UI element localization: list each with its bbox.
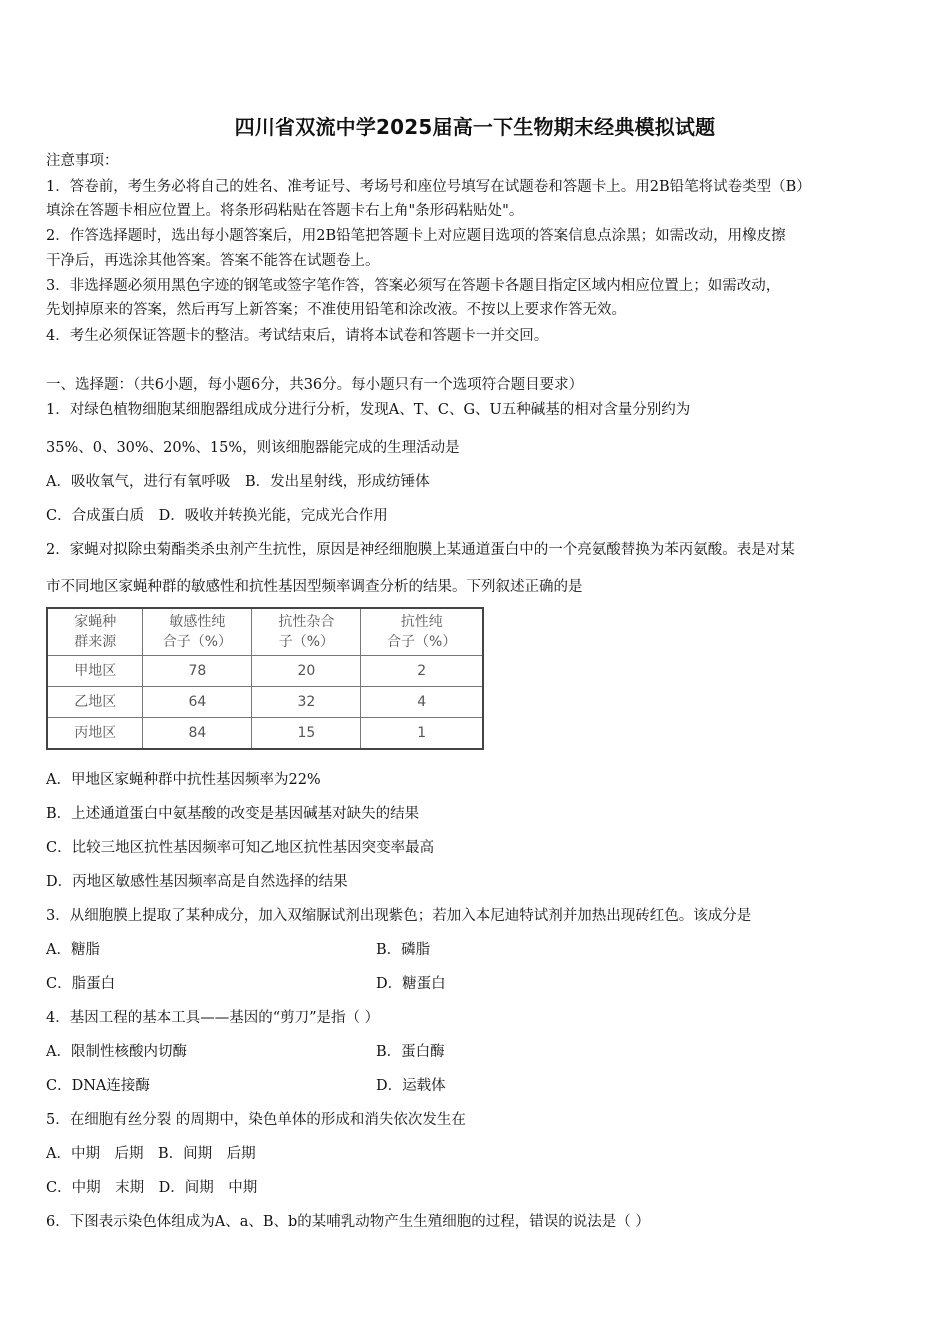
question-1-stem: 1．对绿色植物细胞某细胞器组成成分进行分析，发现A、T、C、G、U五种碱基的相对含量分别约为 — [46, 402, 691, 418]
question-2-stem-cont: 市不同地区家蝇种群的敏感性和抗性基因型频率调查分析的结果。下列叙述正确的是 — [46, 579, 583, 595]
page-title: 四川省双流中学2025届高一下生物期末经典模拟试题 — [234, 115, 716, 139]
table-cell: 2 — [361, 656, 483, 687]
question-1-options-ab: A．吸收氧气，进行有氧呼吸 B．发出星射线，形成纺锤体 — [46, 474, 430, 490]
question-4-stem: 4．基因工程的基本工具——基因的“剪刀”是指（ ） — [46, 1010, 380, 1026]
question-3-stem: 3．从细胞膜上提取了某种成分，加入双缩脲试剂出现紫色；若加入本尼迪特试剂并加热出现砖红色。该成分是 — [46, 908, 752, 924]
table-cell: 64 — [143, 687, 252, 718]
table-cell: 84 — [143, 718, 252, 750]
question-3-option-c: C．脂蛋白 — [46, 976, 116, 992]
table-cell: 乙地区 — [47, 687, 143, 718]
question-5-options-ab: A．中期 后期 B．间期 后期 — [46, 1146, 256, 1162]
question-1-stem-cont: 35%、0、30%、20%、15%，则该细胞器能完成的生理活动是 — [46, 440, 460, 456]
table-cell: 丙地区 — [47, 718, 143, 750]
table-cell: 32 — [252, 687, 361, 718]
question-2-option-b: B．上述通道蛋白中氨基酸的改变是基因碱基对缺失的结果 — [46, 806, 420, 822]
question-2-stem: 2．家蝇对拟除虫菊酯类杀虫剂产生抗性，原因是神经细胞膜上某通道蛋白中的一个亮氨酸替换为苯丙氨酸。表是对某 — [46, 542, 795, 558]
question-3-option-b: B．磷脂 — [376, 942, 431, 958]
question-3-option-d: D．糖蛋白 — [376, 976, 446, 992]
table-header-cell: 抗性杂合 子（%） — [252, 608, 361, 656]
question-1-options-cd: C．合成蛋白质 D．吸收并转换光能，完成光合作用 — [46, 508, 388, 524]
question-2-option-c: C．比较三地区抗性基因频率可知乙地区抗性基因突变率最高 — [46, 840, 435, 856]
question-4-option-b: B．蛋白酶 — [376, 1044, 445, 1060]
survey-table — [46, 607, 484, 750]
table-cell: 78 — [143, 656, 252, 687]
notice-line: 干净后，再选涂其他答案。答案不能答在试题卷上。 — [46, 253, 380, 269]
table-header-cell: 敏感性纯 合子（%） — [143, 608, 252, 656]
question-4-option-c: C．DNA连接酶 — [46, 1078, 150, 1094]
question-4-option-a: A．限制性核酸内切酶 — [46, 1044, 187, 1060]
question-4-option-d: D．运载体 — [376, 1078, 446, 1094]
table-cell: 15 — [252, 718, 361, 750]
notice-line: 4．考生必须保证答题卡的整洁。考试结束后，请将本试卷和答题卡一并交回。 — [46, 328, 549, 344]
question-5-stem: 5．在细胞有丝分裂 的周期中，染色单体的形成和消失依次发生在 — [46, 1112, 466, 1128]
question-6-stem: 6．下图表示染色体组成为A、a、B、b的某哺乳动物产生生殖细胞的过程，错误的说法是（ ） — [46, 1214, 650, 1230]
table-row — [47, 718, 483, 750]
notice-line: 先划掉原来的答案，然后再写上新答案；不准使用铅笔和涂改液。不按以上要求作答无效。 — [46, 302, 626, 318]
notice-line: 2．作答选择题时，选出每小题答案后，用2B铅笔把答题卡上对应题目选项的答案信息点涂黑；如需改动，用橡皮擦 — [46, 228, 786, 244]
table-header-row — [47, 608, 483, 656]
table-row — [47, 687, 483, 718]
table-header-cell: 抗性纯 合子（%） — [361, 608, 483, 656]
notice-line: 3．非选择题必须用黑色字迹的钢笔或签字笔作答，答案必须写在答题卡各题目指定区域内相应位置上；如需改动， — [46, 278, 781, 294]
table-cell: 1 — [361, 718, 483, 750]
question-2-option-d: D．丙地区敏感性基因频率高是自然选择的结果 — [46, 874, 348, 890]
table-cell: 4 — [361, 687, 483, 718]
notice-line: 1．答卷前，考生务必将自己的姓名、准考证号、考场号和座位号填写在试题卷和答题卡上。用2B铅笔将试卷类型（B） — [46, 179, 811, 195]
question-2-option-a: A．甲地区家蝇种群中抗性基因频率为22% — [46, 772, 321, 788]
question-5-options-cd: C．中期 末期 D．间期 中期 — [46, 1180, 258, 1196]
notice-heading: 注意事项： — [46, 153, 119, 169]
table-row — [47, 656, 483, 687]
table-cell: 甲地区 — [47, 656, 143, 687]
notice-line: 填涂在答题卡相应位置上。将条形码粘贴在答题卡右上角"条形码粘贴处"。 — [46, 203, 524, 219]
question-3-option-a: A．糖脂 — [46, 942, 100, 958]
table-cell: 20 — [252, 656, 361, 687]
table-header-cell: 家蝇种 群来源 — [47, 608, 143, 656]
section-heading: 一、选择题：（共6小题，每小题6分，共36分。每小题只有一个选项符合题目要求） — [46, 377, 584, 393]
